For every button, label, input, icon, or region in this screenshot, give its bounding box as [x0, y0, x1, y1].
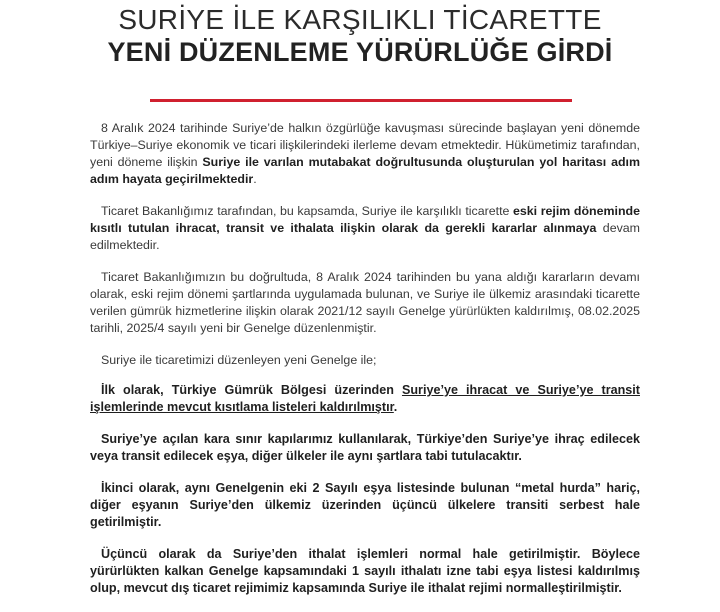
paragraph-7: [90, 480, 640, 531]
title-line-2: YENİ DÜZENLEME YÜRÜRLÜĞE GİRDİ: [107, 37, 613, 67]
paragraph-6: [90, 431, 640, 465]
p2-text1: Ticaret Bakanlığımız tarafından, bu kapsamda, Suriye ile karşılıklı ticarette: [101, 204, 513, 218]
red-divider: [150, 99, 572, 102]
paragraph-5: [90, 382, 640, 416]
p1-bold1: Suriye ile varılan mutabakat doğrultusunda oluşturulan yol haritası adım adım hayata geçirilmektedir: [90, 155, 640, 186]
p8-text1: Üçüncü olarak da Suriye’den ithalat işlemleri normal hale getirilmiştir. Böylece yürürlükten kalkan Genelge kapsamındaki 1 sayılı ithalatı izne tabi eşya listesi kaldırılmış olup, mevcut dış ticaret rejimimiz kapsamında Suriye ile ithalat rejimi normalleştirilmiştir.: [90, 547, 640, 595]
p6-text1: Suriye’ye açılan kara sınır kapılarımız kullanılarak, Türkiye’den Suriye’ye ihraç edilecek veya transit edilecek eşya, diğer ülkeler ile aynı şartlara tabi tutulacaktır.: [90, 432, 640, 463]
p5-text2: .: [393, 400, 398, 414]
p2-text2: devam edilmektedir.: [90, 221, 640, 252]
title-line-1: SURİYE İLE KARŞILIKLI TİCARETTE: [118, 4, 602, 35]
p1-text2: .: [253, 172, 257, 186]
p2-bold1: eski rejim döneminde kısıtlı tutulan ihracat, transit ve ithalata ilişkin olarak da gerekli kararlar alınmaya: [90, 204, 640, 235]
paragraph-4: [90, 352, 640, 369]
p7-text1: İkinci olarak, aynı Genelgenin eki 2 Sayılı eşya listesinde bulunan “metal hurda” hariç, diğer eşyanın Suriye’den ülkemiz üzerinden üçüncü ülkelere transiti serbest hale getirilmiştir.: [90, 481, 640, 529]
paragraph-8: [90, 546, 640, 597]
paragraph-1: [90, 120, 640, 188]
p1-text1: 8 Aralık 2024 tarihinde Suriye’de halkın özgürlüğe kavuşması sürecinde başlayan yeni dönemde Türkiye–Suriye ekonomik ve ticari ilişkilerindeki ilerleme devam etmektedir. Hükümetimiz tarafından, yeni döneme ilişkin: [90, 121, 640, 169]
p5-underlined: Suriye’ye ihracat ve Suriye’ye transit işlemlerinde mevcut kısıtlama listeleri kaldırılmıştır: [90, 383, 640, 414]
p5-text1: İlk olarak, Türkiye Gümrük Bölgesi üzerinden: [101, 383, 402, 397]
paragraph-2: [90, 203, 640, 254]
paragraph-3: [90, 269, 640, 337]
p4-text1: Suriye ile ticaretimizi düzenleyen yeni Genelge ile;: [101, 353, 377, 367]
p3-text1: Ticaret Bakanlığımızın bu doğrultuda, 8 Aralık 2024 tarihinden bu yana aldığı kararların devamı olarak, eski rejim dönemi şartlarında uygulamada bulunan, ve Suriye ile ülkemiz arasındaki ticarette verilen gümrük hizmetlerine ilişkin olarak 2021/12 sayılı Genelge yürürlükten kaldırılmış, 08.02.2025 tarihli, 2025/4 sayılı yeni bir Genelge düzenlenmiştir.: [90, 270, 640, 335]
article-body: [90, 120, 640, 612]
